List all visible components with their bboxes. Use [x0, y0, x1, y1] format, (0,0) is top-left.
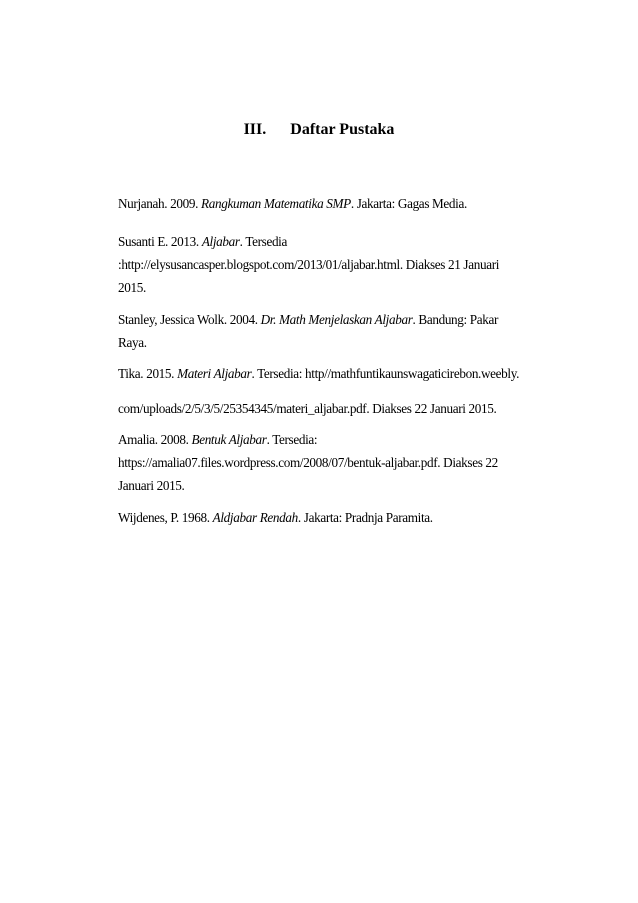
reference-amalia — [118, 432, 317, 448]
reference-prefix: Susanti E. 2013. — [118, 234, 202, 249]
reference-title: Bentuk Aljabar — [191, 432, 267, 447]
reference-tika — [118, 366, 519, 382]
reference-susanti-year: 2015. — [118, 280, 146, 295]
reference-stanley — [118, 312, 498, 328]
reference-title: Aljabar — [201, 234, 240, 249]
reference-susanti-url: :http://elysusancasper.blogspot.com/2013/01/aljabar.html. Diakses 21 Januari — [118, 257, 500, 272]
reference-suffix: . Tersedia — [239, 234, 288, 249]
reference-suffix: . Jakarta: Gagas Media. — [350, 196, 467, 211]
reference-prefix: Nurjanah. 2009. — [118, 196, 202, 211]
reference-wijdenes — [118, 510, 433, 526]
reference-prefix: Wijdenes, P. 1968. — [118, 510, 213, 525]
reference-amalia-date: Januari 2015. — [118, 478, 185, 493]
reference-suffix: . Jakarta: Pradnja Paramita. — [297, 510, 433, 525]
reference-title: Aldjabar Rendah — [212, 510, 298, 525]
section-heading — [0, 121, 638, 139]
reference-prefix: Tika. 2015. — [118, 366, 178, 381]
reference-title: Materi Aljabar — [177, 366, 252, 381]
reference-suffix: . Bandung: Pakar — [412, 312, 499, 327]
reference-tika-url: com/uploads/2/5/3/5/25354345/materi_aljabar.pdf. Diakses 22 Januari 2015. — [118, 401, 497, 416]
reference-title: Dr. Math Menjelaskan Aljabar — [260, 312, 413, 327]
reference-title: Rangkuman Matematika SMP — [201, 196, 351, 211]
reference-suffix: . Tersedia: http//mathfuntikaunswagaticirebon.weebly. — [251, 366, 520, 381]
reference-prefix: Stanley, Jessica Wolk. 2004. — [118, 312, 261, 327]
reference-susanti — [118, 234, 287, 250]
reference-prefix: Amalia. 2008. — [118, 432, 192, 447]
reference-stanley-cont: Raya. — [118, 335, 147, 350]
reference-nurjanah — [118, 196, 467, 212]
section-title: Daftar Pustaka — [290, 121, 395, 138]
reference-suffix: . Tersedia: — [266, 432, 318, 447]
section-number: III. — [243, 121, 267, 138]
reference-amalia-url: https://amalia07.files.wordpress.com/2008/07/bentuk-aljabar.pdf. Diakses 22 — [118, 455, 498, 470]
